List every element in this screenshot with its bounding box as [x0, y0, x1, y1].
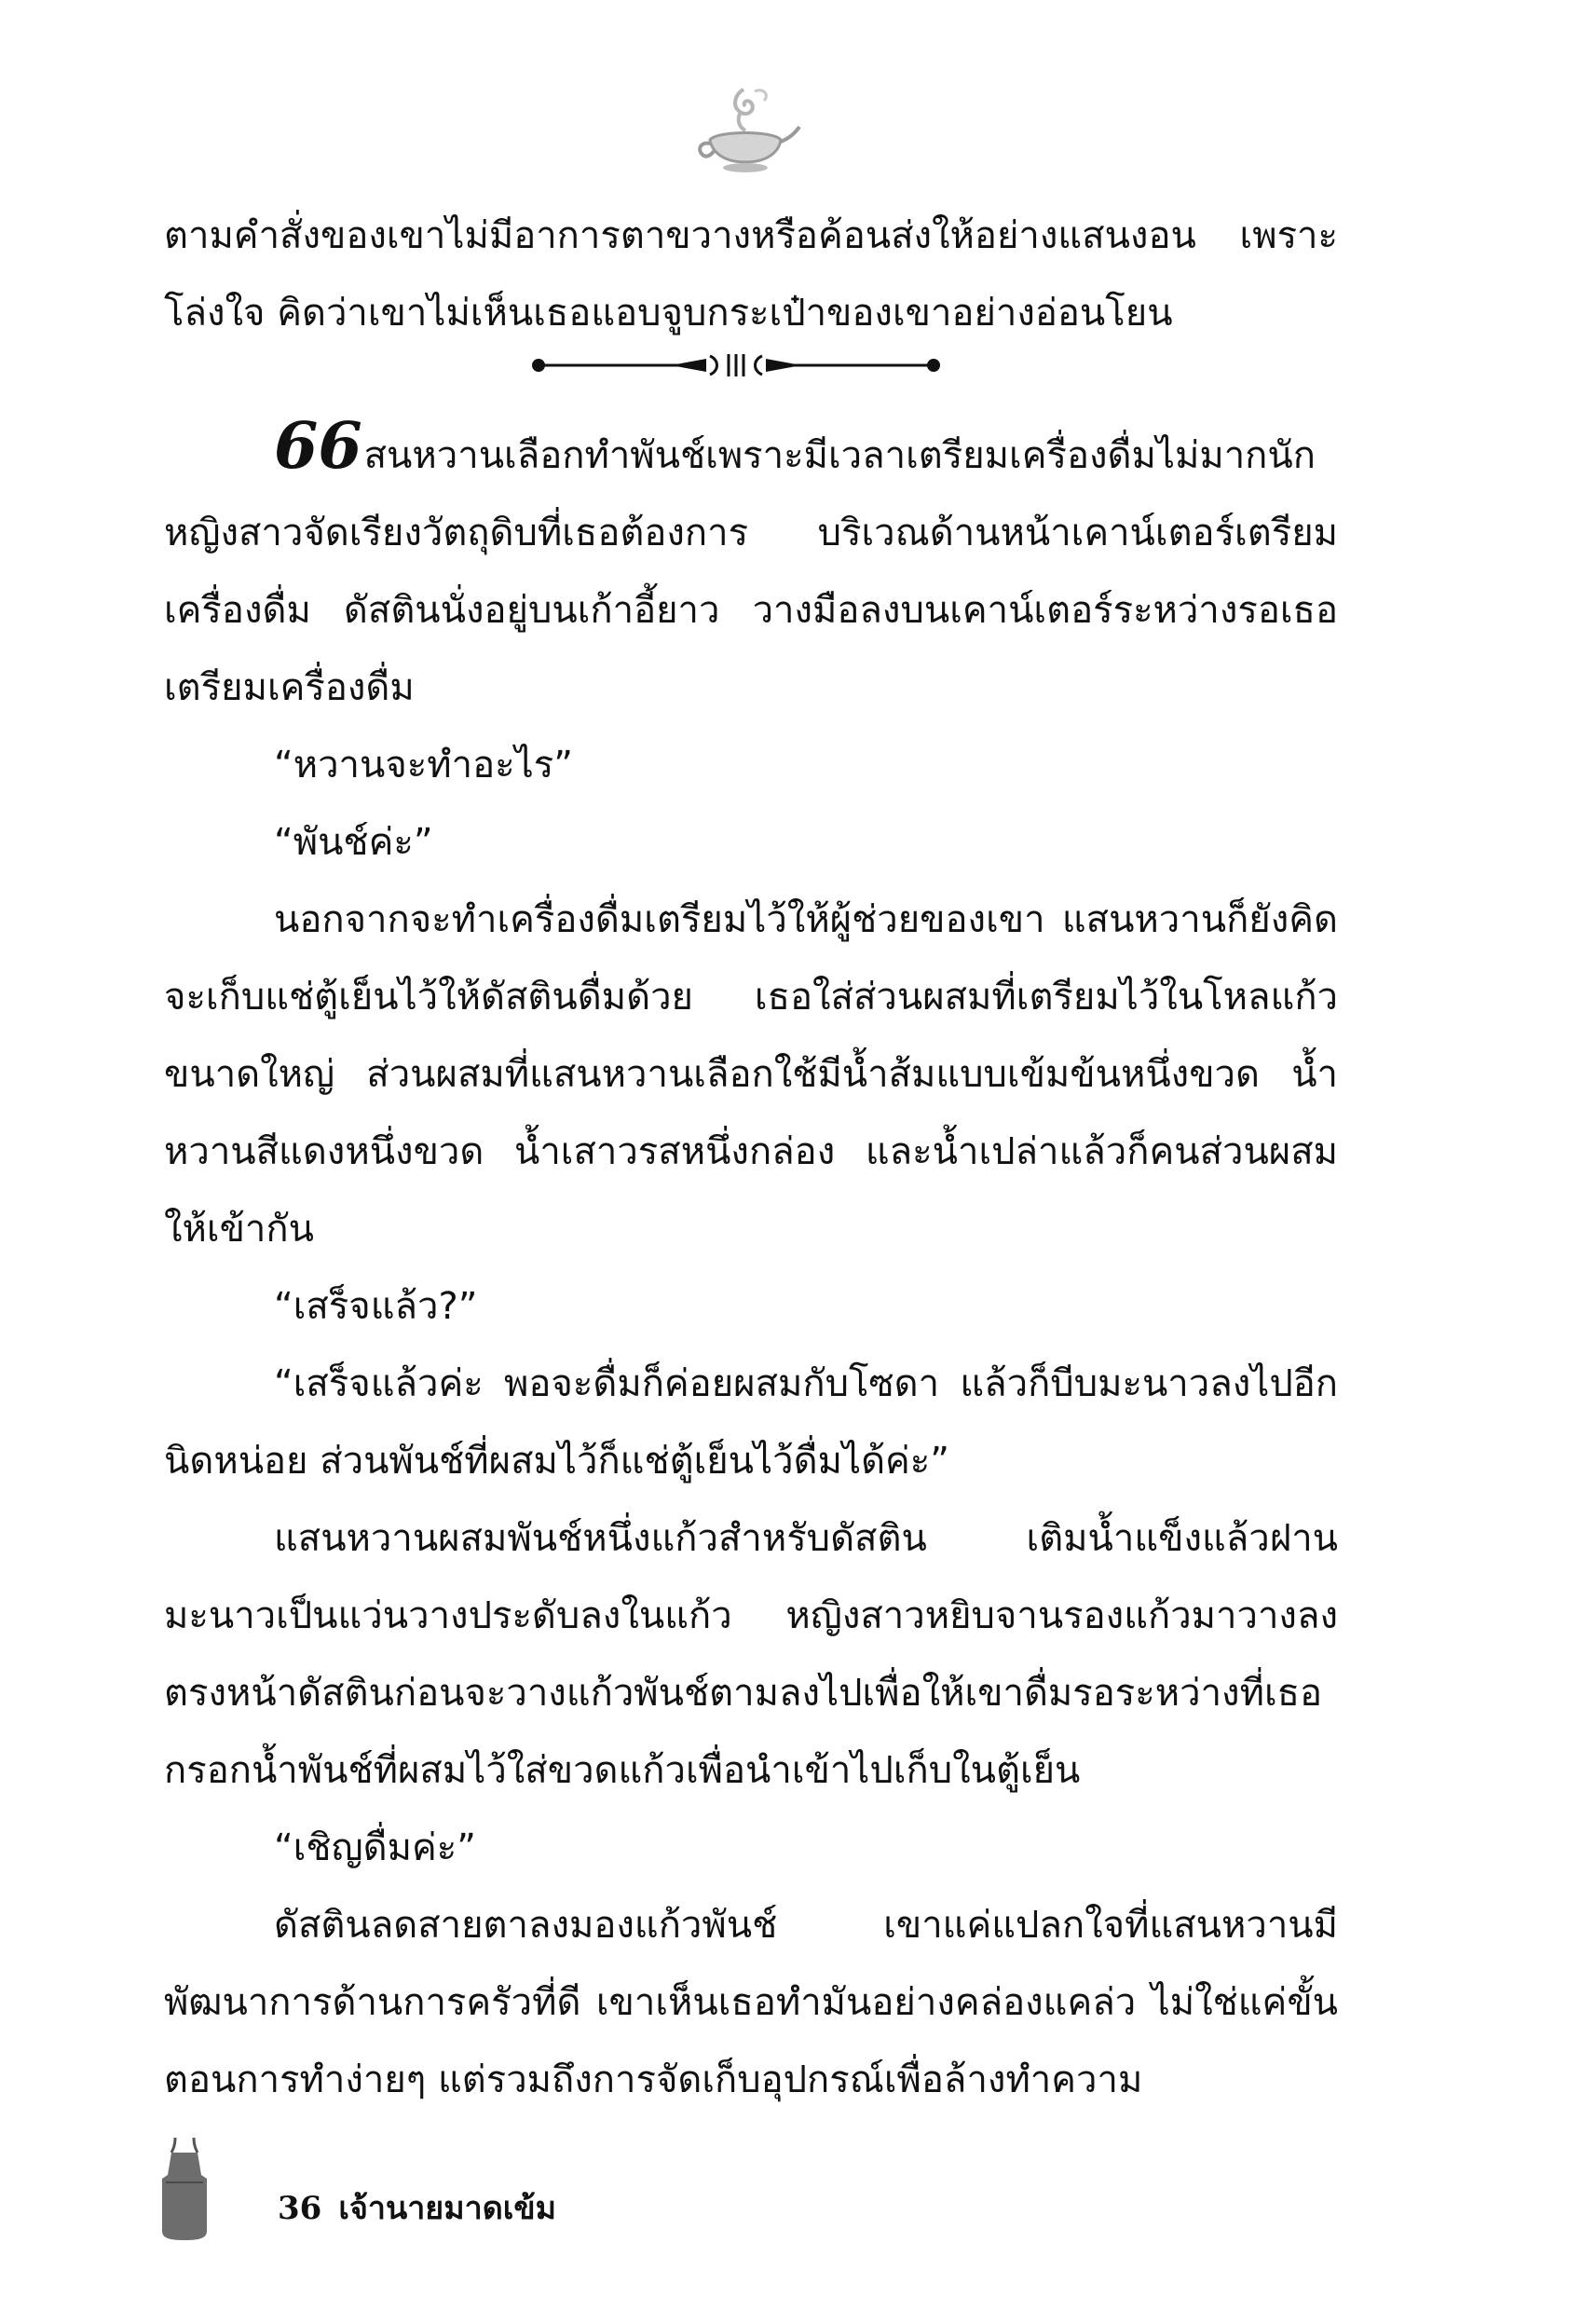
main-text-block [164, 409, 1338, 2119]
top-paragraph: ตามคำสั่งของเขาไม่มีอาการตาขวางหรือค้อนส่งให้อย่างแสนงอน เพราะโล่งใจ คิดว่าเขาไม่เห็นเธอแอบจูบกระเป๋าของเขาอย่างอ่อนโยน [164, 214, 1338, 335]
footer-label [278, 2182, 573, 2233]
body-paragraph: แสนหวานผสมพันช์หนึ่งแก้วสำหรับดัสติน เติมน้ำแข็งแล้วฝานมะนาวเป็นแว่นวางประดับลงในแก้ว หญิงสาวหยิบจานรองแก้วมาวางลงตรงหน้าดัสตินก่อนจะวางแก้วพันช์ตามลงไปเพื่อให้เขาดื่มรอระหว่างที่เธอกรอกน้ำพันช์ที่ผสมไว้ใส่ขวดแก้วเพื่อนำเข้าไปเก็บในตู้เย็น [164, 1517, 1338, 1792]
page-footer [158, 2134, 811, 2246]
book-title: เจ้านายมาดเข้ม [338, 2190, 557, 2227]
apron-icon [158, 2134, 211, 2241]
dialogue-line: “หวานจะทำอะไร” [274, 744, 573, 786]
opening-paragraph [164, 409, 1338, 727]
dialogue-line: “เสร็จแล้ว?” [274, 1285, 478, 1328]
dialogue-line: “พันช์ค่ะ” [274, 821, 433, 864]
page-number: 36 [278, 2190, 322, 2227]
dialogue-line: “เสร็จแล้วค่ะ พอจะดื่มก็ค่อยผสมกับโซดา แล้วก็บีบมะนาวลงไปอีกนิดหน่อย ส่วนพันช์ที่ผสมไว้ก็แช่ตู้เย็นไว้ดื่มได้ค่ะ” [164, 1362, 1338, 1483]
top-paragraph-block [164, 198, 1338, 352]
drop-cap-quote: 66 [274, 409, 362, 484]
body-paragraph: นอกจากจะทำเครื่องดื่มเตรียมไว้ให้ผู้ช่วยของเขา แสนหวานก็ยังคิดจะเก็บแช่ตู้เย็นไว้ให้ดัสตินดื่มด้วย เธอใส่ส่วนผสมที่เตรียมไว้ในโหลแก้วขนาดใหญ่ ส่วนผสมที่แสนหวานเลือกใช้มีน้ำส้มแบบเข้มข้นหนึ่งขวด น้ำหวานสีแดงหนึ่งขวด น้ำเสาวรสหนึ่งกล่อง และน้ำเปล่าแล้วก็คนส่วนผสมให้เข้ากัน [164, 898, 1338, 1251]
body-paragraph: ดัสตินลดสายตาลงมองแก้วพันช์ เขาแค่แปลกใจที่แสนหวานมีพัฒนาการด้านการครัวที่ดี เขาเห็นเธอทำมันอย่างคล่องแคล่ว ไม่ใช่แค่ขั้นตอนการทำง่ายๆ แต่รวมถึงการจัดเก็บอุปกรณ์เพื่อล้างทำความ [164, 1904, 1338, 2101]
dialogue-line: “เชิญดื่มค่ะ” [274, 1826, 476, 1869]
genie-lamp-icon [689, 82, 801, 175]
opening-paragraph-text: สนหวานเลือกทำพันช์เพราะมีเวลาเตรียมเครื่องดื่มไม่มากนัก หญิงสาวจัดเรียงวัตถุดิบที่เธอต้องการ บริเวณด้านหน้าเคาน์เตอร์เตรียมเครื่องดื่ม ดัสตินนั่งอยู่บนเก้าอี้ยาว วางมือลงบนเคาน์เตอร์ระหว่างรอเธอเตรียมเครื่องดื่ม [164, 434, 1338, 709]
ornamental-divider-icon [531, 347, 941, 384]
